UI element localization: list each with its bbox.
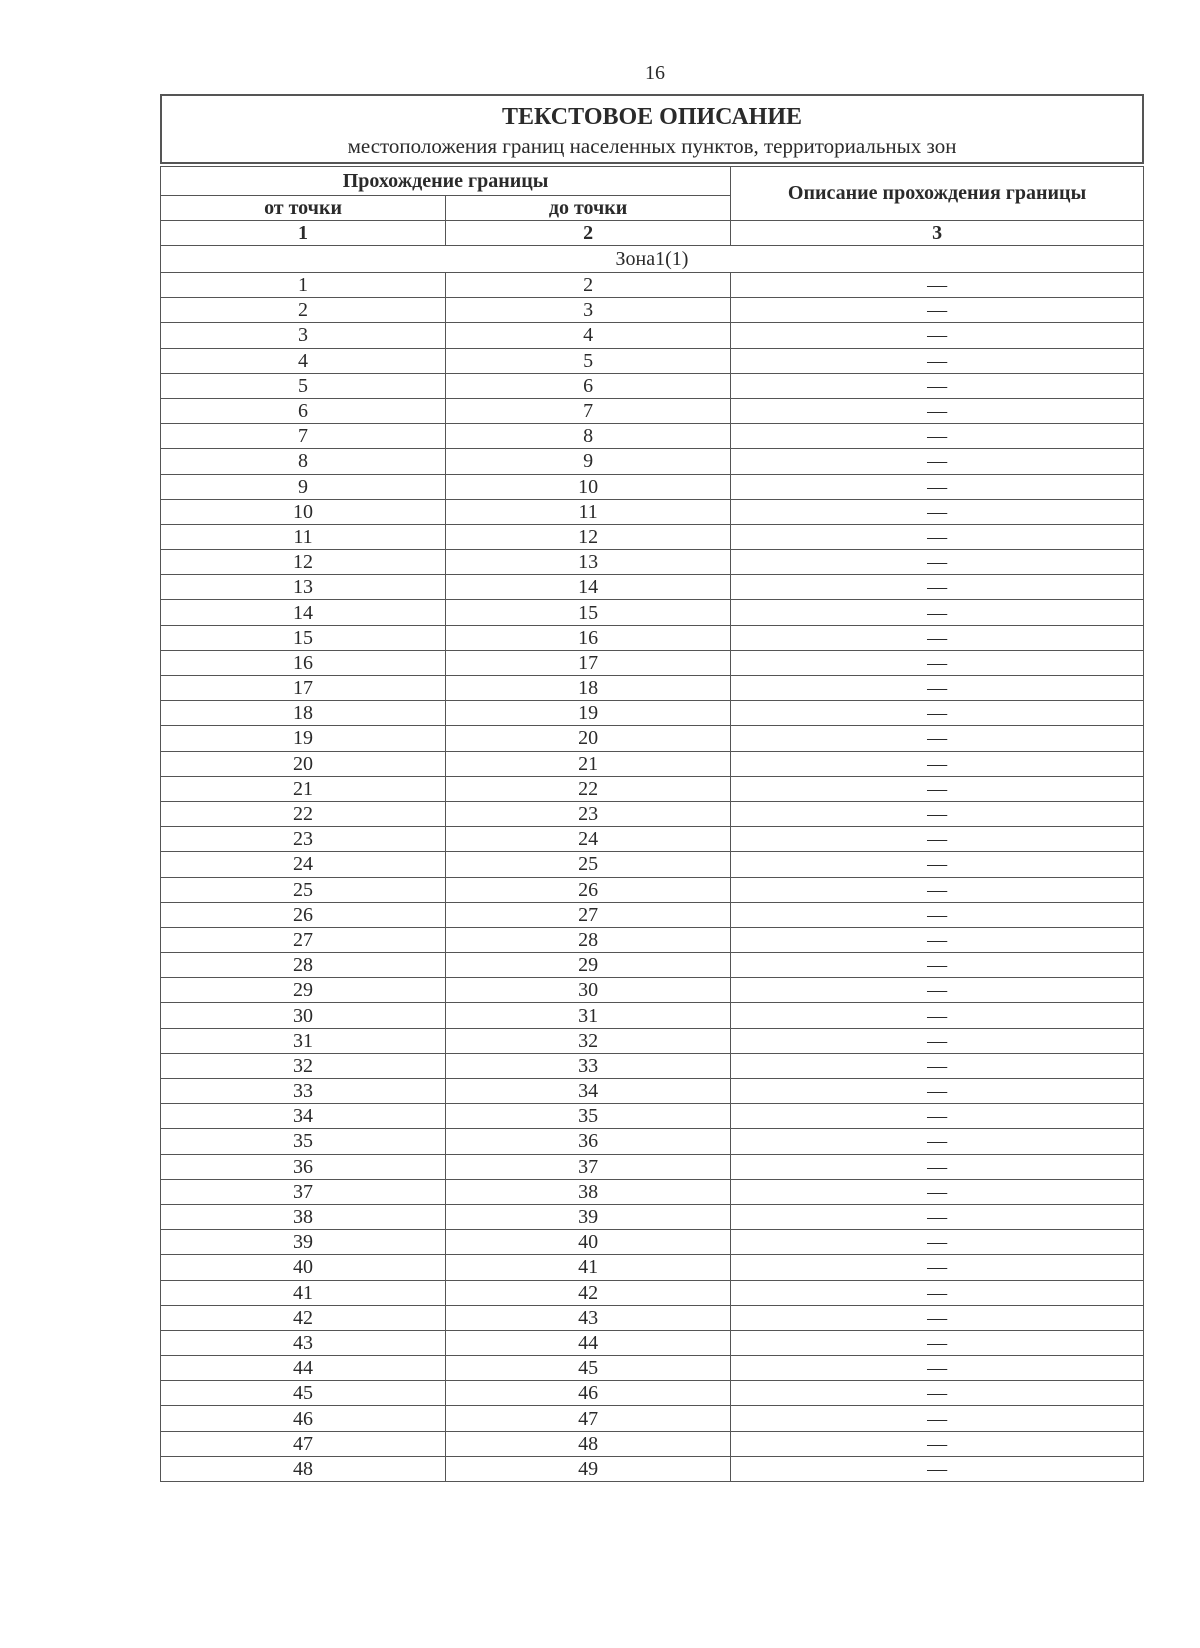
description-cell: — (731, 273, 1144, 298)
description-cell: — (731, 676, 1144, 701)
to-point-cell: 41 (446, 1255, 731, 1280)
table-row (161, 499, 1144, 524)
description-cell: — (731, 1456, 1144, 1481)
from-point-cell: 3 (161, 323, 446, 348)
table-row (161, 1230, 1144, 1255)
from-point-cell: 14 (161, 600, 446, 625)
table-row (161, 1280, 1144, 1305)
description-cell: — (731, 776, 1144, 801)
description-cell: — (731, 1280, 1144, 1305)
from-point-cell: 6 (161, 398, 446, 423)
to-point-cell: 3 (446, 298, 731, 323)
header-passage: Прохождение границы (161, 167, 731, 196)
from-point-cell: 24 (161, 852, 446, 877)
table-row (161, 852, 1144, 877)
title-cell (161, 95, 1143, 163)
table-row (161, 1381, 1144, 1406)
description-cell: — (731, 298, 1144, 323)
to-point-cell: 49 (446, 1456, 731, 1481)
to-point-cell: 24 (446, 827, 731, 852)
to-point-cell: 45 (446, 1356, 731, 1381)
from-point-cell: 25 (161, 877, 446, 902)
from-point-cell: 10 (161, 499, 446, 524)
from-point-cell: 2 (161, 298, 446, 323)
table-row (161, 298, 1144, 323)
description-cell: — (731, 1179, 1144, 1204)
from-point-cell: 36 (161, 1154, 446, 1179)
table-row (161, 1456, 1144, 1481)
from-point-cell: 35 (161, 1129, 446, 1154)
to-point-cell: 18 (446, 676, 731, 701)
description-cell: — (731, 449, 1144, 474)
description-cell: — (731, 877, 1144, 902)
description-cell: — (731, 1356, 1144, 1381)
from-point-cell: 13 (161, 575, 446, 600)
to-point-cell: 21 (446, 751, 731, 776)
boundary-description-document (160, 94, 1144, 1482)
table-row (161, 877, 1144, 902)
to-point-cell: 25 (446, 852, 731, 877)
description-cell: — (731, 323, 1144, 348)
table-row (161, 978, 1144, 1003)
to-point-cell: 47 (446, 1406, 731, 1431)
from-point-cell: 17 (161, 676, 446, 701)
table-row (161, 600, 1144, 625)
from-point-cell: 8 (161, 449, 446, 474)
table-row (161, 1104, 1144, 1129)
description-cell: — (731, 852, 1144, 877)
description-cell: — (731, 348, 1144, 373)
description-cell: — (731, 1305, 1144, 1330)
from-point-cell: 30 (161, 1003, 446, 1028)
description-cell: — (731, 1053, 1144, 1078)
from-point-cell: 40 (161, 1255, 446, 1280)
description-cell: — (731, 650, 1144, 675)
from-point-cell: 33 (161, 1079, 446, 1104)
from-point-cell: 9 (161, 474, 446, 499)
table-row (161, 1129, 1144, 1154)
table-row (161, 625, 1144, 650)
table-row (161, 1356, 1144, 1381)
from-point-cell: 7 (161, 424, 446, 449)
table-row (161, 323, 1144, 348)
header-description: Описание прохождения границы (731, 167, 1144, 221)
from-point-cell: 45 (161, 1381, 446, 1406)
from-point-cell: 27 (161, 927, 446, 952)
table-row (161, 1255, 1144, 1280)
description-cell: — (731, 398, 1144, 423)
table-row (161, 373, 1144, 398)
table-row (161, 1079, 1144, 1104)
description-cell: — (731, 424, 1144, 449)
from-point-cell: 19 (161, 726, 446, 751)
boundary-table (160, 166, 1144, 1482)
to-point-cell: 36 (446, 1129, 731, 1154)
from-point-cell: 5 (161, 373, 446, 398)
description-cell: — (731, 499, 1144, 524)
table-row (161, 953, 1144, 978)
document-title: ТЕКСТОВОЕ ОПИСАНИЕ (501, 104, 802, 130)
from-point-cell: 43 (161, 1330, 446, 1355)
to-point-cell: 30 (446, 978, 731, 1003)
table-row (161, 1179, 1144, 1204)
to-point-cell: 27 (446, 902, 731, 927)
to-point-cell: 28 (446, 927, 731, 952)
table-row (161, 474, 1144, 499)
table-row (161, 726, 1144, 751)
table-row (161, 348, 1144, 373)
to-point-cell: 7 (446, 398, 731, 423)
to-point-cell: 43 (446, 1305, 731, 1330)
to-point-cell: 23 (446, 801, 731, 826)
to-point-cell: 48 (446, 1431, 731, 1456)
description-cell: — (731, 1431, 1144, 1456)
to-point-cell: 26 (446, 877, 731, 902)
description-cell: — (731, 524, 1144, 549)
description-cell: — (731, 575, 1144, 600)
from-point-cell: 42 (161, 1305, 446, 1330)
to-point-cell: 20 (446, 726, 731, 751)
from-point-cell: 26 (161, 902, 446, 927)
from-point-cell: 37 (161, 1179, 446, 1204)
description-cell: — (731, 701, 1144, 726)
from-point-cell: 23 (161, 827, 446, 852)
from-point-cell: 34 (161, 1104, 446, 1129)
description-cell: — (731, 1028, 1144, 1053)
from-point-cell: 28 (161, 953, 446, 978)
column-index-2: 2 (446, 221, 731, 246)
to-point-cell: 46 (446, 1381, 731, 1406)
from-point-cell: 48 (161, 1456, 446, 1481)
description-cell: — (731, 550, 1144, 575)
to-point-cell: 8 (446, 424, 731, 449)
zone-label: Зона1(1) (161, 246, 1144, 273)
table-row (161, 751, 1144, 776)
description-cell: — (731, 474, 1144, 499)
table-row (161, 650, 1144, 675)
from-point-cell: 15 (161, 625, 446, 650)
to-point-cell: 19 (446, 701, 731, 726)
description-cell: — (731, 600, 1144, 625)
to-point-cell: 2 (446, 273, 731, 298)
description-cell: — (731, 373, 1144, 398)
table-row (161, 1204, 1144, 1229)
from-point-cell: 11 (161, 524, 446, 549)
description-cell: — (731, 1406, 1144, 1431)
from-point-cell: 18 (161, 701, 446, 726)
to-point-cell: 33 (446, 1053, 731, 1078)
description-cell: — (731, 1129, 1144, 1154)
table-row (161, 801, 1144, 826)
description-cell: — (731, 978, 1144, 1003)
page-number: 16 (645, 62, 665, 84)
from-point-cell: 20 (161, 751, 446, 776)
table-row (161, 1053, 1144, 1078)
to-point-cell: 39 (446, 1204, 731, 1229)
table-row (161, 424, 1144, 449)
from-point-cell: 29 (161, 978, 446, 1003)
from-point-cell: 39 (161, 1230, 446, 1255)
to-point-cell: 37 (446, 1154, 731, 1179)
to-point-cell: 10 (446, 474, 731, 499)
to-point-cell: 16 (446, 625, 731, 650)
to-point-cell: 34 (446, 1079, 731, 1104)
description-cell: — (731, 953, 1144, 978)
table-row (161, 1330, 1144, 1355)
from-point-cell: 12 (161, 550, 446, 575)
to-point-cell: 14 (446, 575, 731, 600)
to-point-cell: 9 (446, 449, 731, 474)
from-point-cell: 4 (161, 348, 446, 373)
table-row (161, 1406, 1144, 1431)
to-point-cell: 13 (446, 550, 731, 575)
table-row (161, 676, 1144, 701)
to-point-cell: 29 (446, 953, 731, 978)
to-point-cell: 6 (446, 373, 731, 398)
from-point-cell: 21 (161, 776, 446, 801)
table-row (161, 1431, 1144, 1456)
table-row (161, 550, 1144, 575)
to-point-cell: 12 (446, 524, 731, 549)
to-point-cell: 35 (446, 1104, 731, 1129)
table-row (161, 827, 1144, 852)
table-row (161, 575, 1144, 600)
description-cell: — (731, 1381, 1144, 1406)
column-index-3: 3 (731, 221, 1144, 246)
table-row (161, 1028, 1144, 1053)
from-point-cell: 1 (161, 273, 446, 298)
description-cell: — (731, 1079, 1144, 1104)
to-point-cell: 17 (446, 650, 731, 675)
description-cell: — (731, 751, 1144, 776)
to-point-cell: 11 (446, 499, 731, 524)
title-table (160, 94, 1144, 164)
header-from-point: от точки (161, 196, 446, 221)
header-to-point: до точки (446, 196, 731, 221)
from-point-cell: 32 (161, 1053, 446, 1078)
to-point-cell: 38 (446, 1179, 731, 1204)
description-cell: — (731, 1003, 1144, 1028)
table-row (161, 927, 1144, 952)
table-row (161, 1154, 1144, 1179)
description-cell: — (731, 1204, 1144, 1229)
to-point-cell: 5 (446, 348, 731, 373)
table-row (161, 398, 1144, 423)
from-point-cell: 47 (161, 1431, 446, 1456)
from-point-cell: 41 (161, 1280, 446, 1305)
description-cell: — (731, 1154, 1144, 1179)
table-row (161, 449, 1144, 474)
description-cell: — (731, 827, 1144, 852)
table-row (161, 1305, 1144, 1330)
table-row (161, 776, 1144, 801)
table-row (161, 701, 1144, 726)
to-point-cell: 15 (446, 600, 731, 625)
description-cell: — (731, 1104, 1144, 1129)
to-point-cell: 44 (446, 1330, 731, 1355)
to-point-cell: 32 (446, 1028, 731, 1053)
description-cell: — (731, 927, 1144, 952)
column-index-1: 1 (161, 221, 446, 246)
description-cell: — (731, 1230, 1144, 1255)
to-point-cell: 42 (446, 1280, 731, 1305)
description-cell: — (731, 1255, 1144, 1280)
from-point-cell: 22 (161, 801, 446, 826)
from-point-cell: 16 (161, 650, 446, 675)
from-point-cell: 31 (161, 1028, 446, 1053)
table-row (161, 1003, 1144, 1028)
from-point-cell: 46 (161, 1406, 446, 1431)
to-point-cell: 31 (446, 1003, 731, 1028)
to-point-cell: 22 (446, 776, 731, 801)
to-point-cell: 40 (446, 1230, 731, 1255)
from-point-cell: 38 (161, 1204, 446, 1229)
table-row (161, 273, 1144, 298)
table-row (161, 902, 1144, 927)
description-cell: — (731, 726, 1144, 751)
to-point-cell: 4 (446, 323, 731, 348)
document-subtitle: местоположения границ населенных пунктов, территориальных зон (347, 134, 957, 158)
description-cell: — (731, 1330, 1144, 1355)
table-row (161, 524, 1144, 549)
description-cell: — (731, 801, 1144, 826)
description-cell: — (731, 902, 1144, 927)
from-point-cell: 44 (161, 1356, 446, 1381)
description-cell: — (731, 625, 1144, 650)
